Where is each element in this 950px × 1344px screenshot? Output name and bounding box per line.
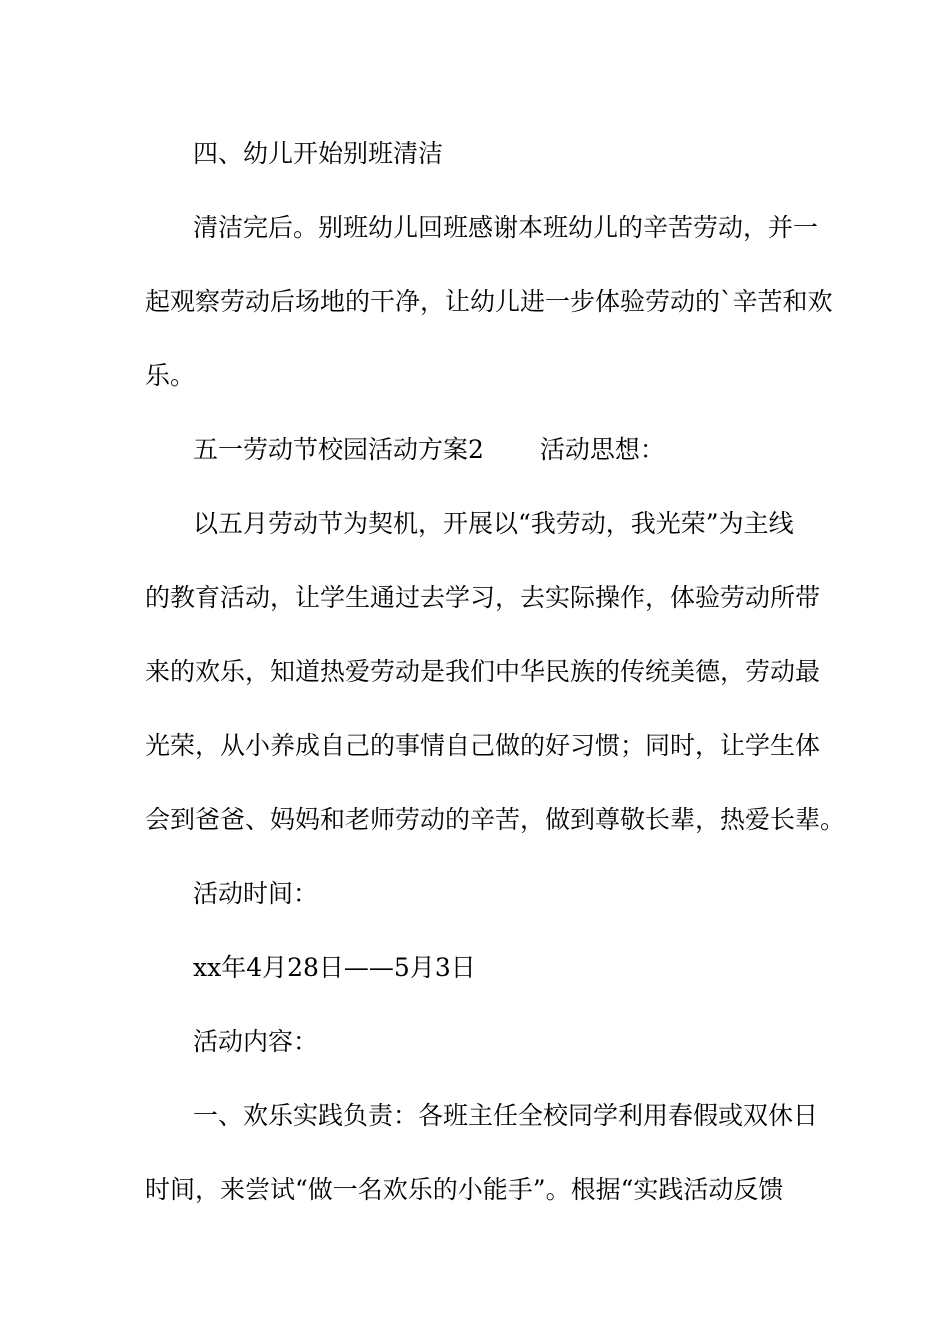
activity-time-label: 活动时间：: [193, 879, 319, 908]
plan-title: 五一劳动节校园活动方案2: [193, 435, 484, 464]
plan-title-line: [193, 432, 815, 468]
paragraph-line: 的教育活动，让学生通过去学习，去实际操作，体验劳动所带: [145, 583, 821, 612]
paragraph-line: 以五月劳动节为契机，开展以“我劳动，我光荣”为主线: [193, 509, 794, 538]
paragraph-line: 一、欢乐实践负责：各班主任全校同学利用春假或双休日: [193, 1101, 819, 1130]
paragraph-line: 光荣，从小养成自己的事情自己做的好习惯；同时，让学生体: [145, 731, 821, 760]
paragraph-line: 来的欢乐，知道热爱劳动是我们中华民族的传统美德，劳动最: [145, 657, 821, 686]
activity-idea-label: 活动思想：: [539, 435, 665, 464]
activity-time-value: xx年4月28日——5月3日: [193, 953, 476, 982]
paragraph-line: 会到爸爸、妈妈和老师劳动的辛苦，做到尊敬长辈，热爱长辈。: [145, 805, 846, 834]
paragraph-line: 乐。: [145, 361, 196, 390]
activity-content-label: 活动内容：: [193, 1027, 319, 1056]
paragraph-line: 起观察劳动后场地的干净，让幼儿进一步体验劳动的`辛苦和欢: [145, 287, 833, 316]
section-heading-4: 四、幼儿开始别班清洁: [193, 139, 444, 168]
paragraph-line: 清洁完后。别班幼儿回班感谢本班幼儿的辛苦劳动，并一: [193, 213, 819, 242]
paragraph-line: 时间，来尝试“做一名欢乐的小能手”。根据“实践活动反馈: [145, 1175, 784, 1204]
